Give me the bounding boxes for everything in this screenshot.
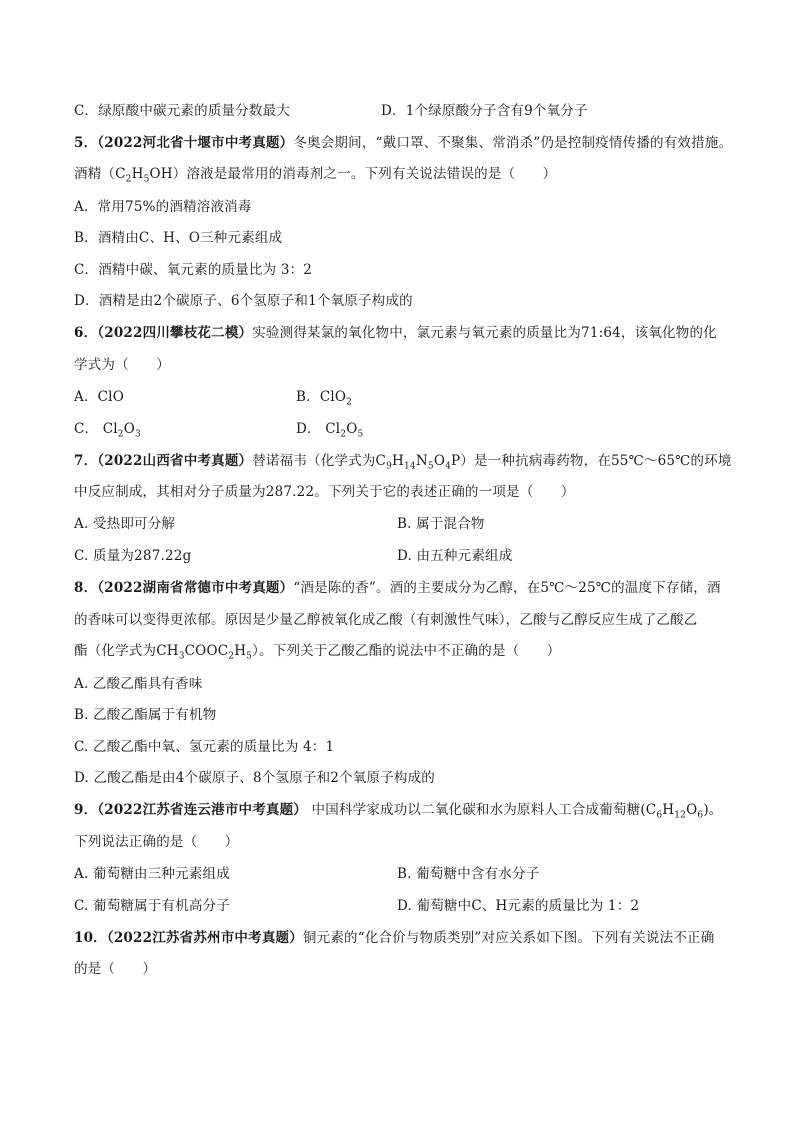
question-6-option-d: D． $Cl_2O_5$ bbox=[296, 421, 364, 440]
question-source: （2022四川攀枝花二模） bbox=[97, 325, 253, 341]
question-8-stem-line1: 8．（2022湖南省常德市中考真题）“酒是陈的香”。酒的主要成分为乙醇，在5℃～25℃的温度下存储，酒 bbox=[74, 580, 721, 596]
question-7-stem-line2: 中反应制成，其相对分子质量为287.22。下列关于它的表述正确的一项是（ ） bbox=[74, 484, 575, 500]
question-7-option-c: C. 质量为287.22g bbox=[74, 548, 192, 564]
question-5-stem-line1: 5．（2022河北省十堰市中考真题）冬奥会期间，“戴口罩、不聚集、常消杀”仍是控制疫情传播的有效措施。 bbox=[74, 135, 733, 151]
question-7-stem-line1: 7．（2022山西省中考真题）替诺福韦（化学式为$C_9H_{14}N_5O_4P$）是一种抗病毒药物，在55℃～65℃的环境 bbox=[74, 453, 732, 472]
question-source: （2022河北省十堰市中考真题） bbox=[97, 135, 294, 151]
question-8-option-b: B. 乙酸乙酯属于有机物 bbox=[74, 707, 217, 723]
option-d-top: D．1个绿原酸分子含有9个氧分子 bbox=[381, 103, 588, 119]
question-6-option-b: B．ClO$_2$ bbox=[296, 389, 353, 408]
question-number: 8． bbox=[74, 580, 98, 596]
question-6-option-c: C． $Cl_2O_3$ bbox=[74, 421, 141, 440]
question-9-stem-line2: 下列说法正确的是（ ） bbox=[74, 834, 239, 850]
question-7-option-d: D. 由五种元素组成 bbox=[397, 548, 513, 564]
question-number: 10． bbox=[74, 930, 107, 946]
question-5-option-d: D．酒精是由2个碳原子、6个氢原子和1个氧原子构成的 bbox=[74, 293, 413, 309]
question-9-option-c: C. 葡萄糖属于有机高分子 bbox=[74, 898, 231, 914]
question-source: （2022江苏省苏州市中考真题） bbox=[106, 930, 303, 946]
question-6-stem-line1: 6．（2022四川攀枝花二模）实验测得某氯的氧化物中，氯元素与氧元素的质量比为71:64，该氧化物的化 bbox=[74, 325, 717, 341]
question-source: （2022湖南省常德市中考真题） bbox=[97, 580, 294, 596]
question-10-stem-line1: 10．（2022江苏省苏州市中考真题）铜元素的“化合价与物质类别”对应关系如下图。下列有关说法不正确 bbox=[74, 930, 715, 946]
question-8-stem-line2: 的香味可以变得更浓郁。原因是少量乙醇被氧化成乙酸（有刺激性气味），乙酸与乙醇反应生成了乙酸乙 bbox=[74, 612, 698, 628]
question-8-option-a: A. 乙酸乙酯具有香味 bbox=[74, 676, 203, 692]
question-number: 9． bbox=[74, 802, 98, 818]
question-9-option-b: B. 葡萄糖中含有水分子 bbox=[397, 866, 540, 882]
question-number: 6． bbox=[74, 325, 98, 341]
question-8-option-d: D. 乙酸乙酯是由4个碳原子、8个氢原子和2个氧原子构成的 bbox=[74, 770, 435, 786]
question-number: 5． bbox=[74, 135, 98, 151]
option-c-top: C．绿原酸中碳元素的质量分数最大 bbox=[74, 103, 291, 119]
question-source: （2022山西省中考真题） bbox=[97, 453, 253, 469]
question-9-option-d: D. 葡萄糖中C、H元素的质量比为 1：2 bbox=[397, 898, 640, 914]
question-5-option-b: B．酒精由C、H、O三种元素组成 bbox=[74, 230, 283, 246]
question-7-option-b: B. 属于混合物 bbox=[397, 516, 485, 532]
question-number: 7． bbox=[74, 453, 98, 469]
question-5-stem-line2: 酒精$(C_2H_5OH)$溶液是最常用的消毒剂之一。下列有关说法错误的是（ ） bbox=[74, 166, 557, 185]
question-10-stem-line2: 的是（ ） bbox=[74, 961, 157, 977]
question-5-option-a: A．常用75%的酒精溶液消毒 bbox=[74, 199, 252, 215]
question-6-option-a: A．ClO bbox=[74, 389, 124, 405]
question-9-option-a: A. 葡萄糖由三种元素组成 bbox=[74, 866, 230, 882]
question-6-stem-line2: 学式为（ ） bbox=[74, 357, 170, 373]
question-8-option-c: C. 乙酸乙酯中氧、氢元素的质量比为 4：1 bbox=[74, 739, 335, 755]
question-source: （2022江苏省连云港市中考真题） bbox=[97, 802, 308, 818]
question-5-option-c: C．酒精中碳、氧元素的质量比为 3：2 bbox=[74, 262, 313, 278]
question-7-option-a: A. 受热即可分解 bbox=[74, 516, 176, 532]
question-9-stem-line1: 9．（2022江苏省连云港市中考真题） 中国科学家成功以二氧化碳和水为原料人工合成葡萄糖$(C_6H_{12}O_6)$。 bbox=[74, 802, 723, 821]
question-8-stem-line3: 酯（化学式为$CH_3COOC_2H_5$）。下列关于乙酸乙酯的说法中不正确的是（ ） bbox=[74, 643, 561, 662]
